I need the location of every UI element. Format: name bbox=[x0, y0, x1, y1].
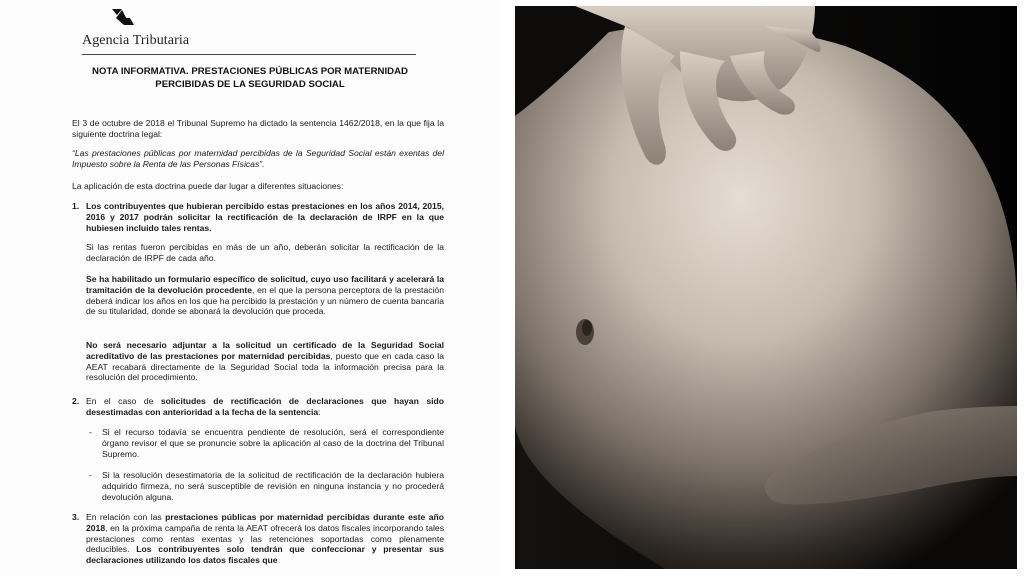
item-2-bullet-2: Si la resolución desestimatoria de la solicitud de rectificación de la declaración hubiera adquirido firmeza, no será susceptible de revisión en ninguna instancia y no procederá devolución alguna. bbox=[102, 470, 444, 502]
item-2-bullet-2-dash: - bbox=[89, 470, 92, 480]
item-2-text bbox=[86, 396, 444, 418]
item-2-bold: solicitudes de rectificación de declaraciones que hayan sido desestimadas con anterioridad a la fecha de la sentencia bbox=[86, 396, 444, 417]
item-3-bold-2: Los contribuyentes solo tendrán que confeccionar y presentar sus declaraciones utilizando los datos fiscales que bbox=[86, 544, 444, 566]
item-3-pre: En relación con las bbox=[86, 512, 166, 522]
pregnant-belly-illustration bbox=[515, 6, 1017, 569]
item-1-p3-bold: Se ha habilitado un formulario específico de solicitud, cuyo uso facilitará y acelerará la tramitación de la devolución procedente bbox=[86, 274, 444, 295]
item-3-number: 3. bbox=[72, 512, 80, 522]
item-2-post: : bbox=[318, 406, 321, 417]
item-1-paragraph-4 bbox=[86, 340, 444, 383]
doctrine-quote: “Las prestaciones públicas por maternidad percibidas de la Seguridad Social están exentas del Impuesto sobre la Renta de las Personas Físicas”. bbox=[72, 148, 444, 169]
item-1-number: 1. bbox=[72, 201, 80, 211]
document-page bbox=[0, 0, 500, 576]
item-3-bold-1: prestaciones públicas por maternidad percibidas durante este año 2018 bbox=[86, 512, 444, 533]
item-1-p4-bold: No será necesario adjuntar a la solicitud un certificado de la Seguridad Social acreditativo de las prestaciones por maternidad percibidas bbox=[86, 340, 444, 361]
item-1-paragraph-2: Si las rentas fueron percibidas en más de un año, deberán solicitar la rectificación de la declaración de IRPF de cada año. bbox=[86, 242, 444, 263]
header-divider bbox=[82, 54, 416, 55]
item-1-bold-text: Los contribuyentes que hubieran percibido estas prestaciones en los años 2014, 2015, 2016 y 2017 podrán solicitar la rectificación de la declaración de IRPF en la que hubiesen incluido tales rentas. bbox=[86, 201, 444, 233]
item-2-bullet-1-dash: - bbox=[89, 427, 92, 437]
title-line-2: PERCIBIDAS DE LA SEGURIDAD SOCIAL bbox=[155, 78, 345, 90]
item-1-text bbox=[86, 201, 444, 233]
item-1-paragraph-3 bbox=[86, 274, 444, 317]
item-3-text bbox=[86, 512, 444, 566]
item-2-bullet-1: Si el recurso todavía se encuentra pendiente de resolución, será el correspondiente órgano revisor el que se pronuncie sobre la aplicación al caso de la doctrina del Tribunal Supremo. bbox=[102, 427, 444, 459]
item-2-number: 2. bbox=[72, 396, 80, 406]
pregnancy-photo bbox=[515, 6, 1017, 569]
item-1-p3-rest: , en el que la persona perceptora de la prestación deberá indicar los años en los que ha percibido la prestación y un número de cuenta bancaria de su titularidad, donde se abonará la devolución que proceda. bbox=[86, 284, 444, 317]
title-line-1: NOTA INFORMATIVA. PRESTACIONES PÚBLICAS POR MATERNIDAD bbox=[92, 66, 408, 77]
intro-paragraph: El 3 de octubre de 2018 el Tribunal Supremo ha dictado la sentencia 1462/2018, en la que fija la siguiente doctrina legal: bbox=[72, 118, 444, 139]
agency-name: Agencia Tributaria bbox=[82, 33, 190, 48]
page-title bbox=[72, 66, 428, 91]
item-1-p4-rest: , puesto que en cada caso la AEAT recabará directamente de la Seguridad Social toda la información precisa para la resolución del procedimiento. bbox=[86, 350, 444, 383]
application-paragraph: La aplicación de esta doctrina puede dar lugar a diferentes situaciones: bbox=[72, 181, 344, 191]
agencia-tributaria-logo-icon bbox=[108, 6, 138, 28]
item-3-mid: , en la próxima campaña de renta la AEAT ofrecerá los datos fiscales incorporando tales prestaciones como rentas exentas y las retenciones soportadas como plenamente deducibles. bbox=[86, 522, 444, 555]
item-2-pre: En el caso de bbox=[86, 396, 161, 406]
